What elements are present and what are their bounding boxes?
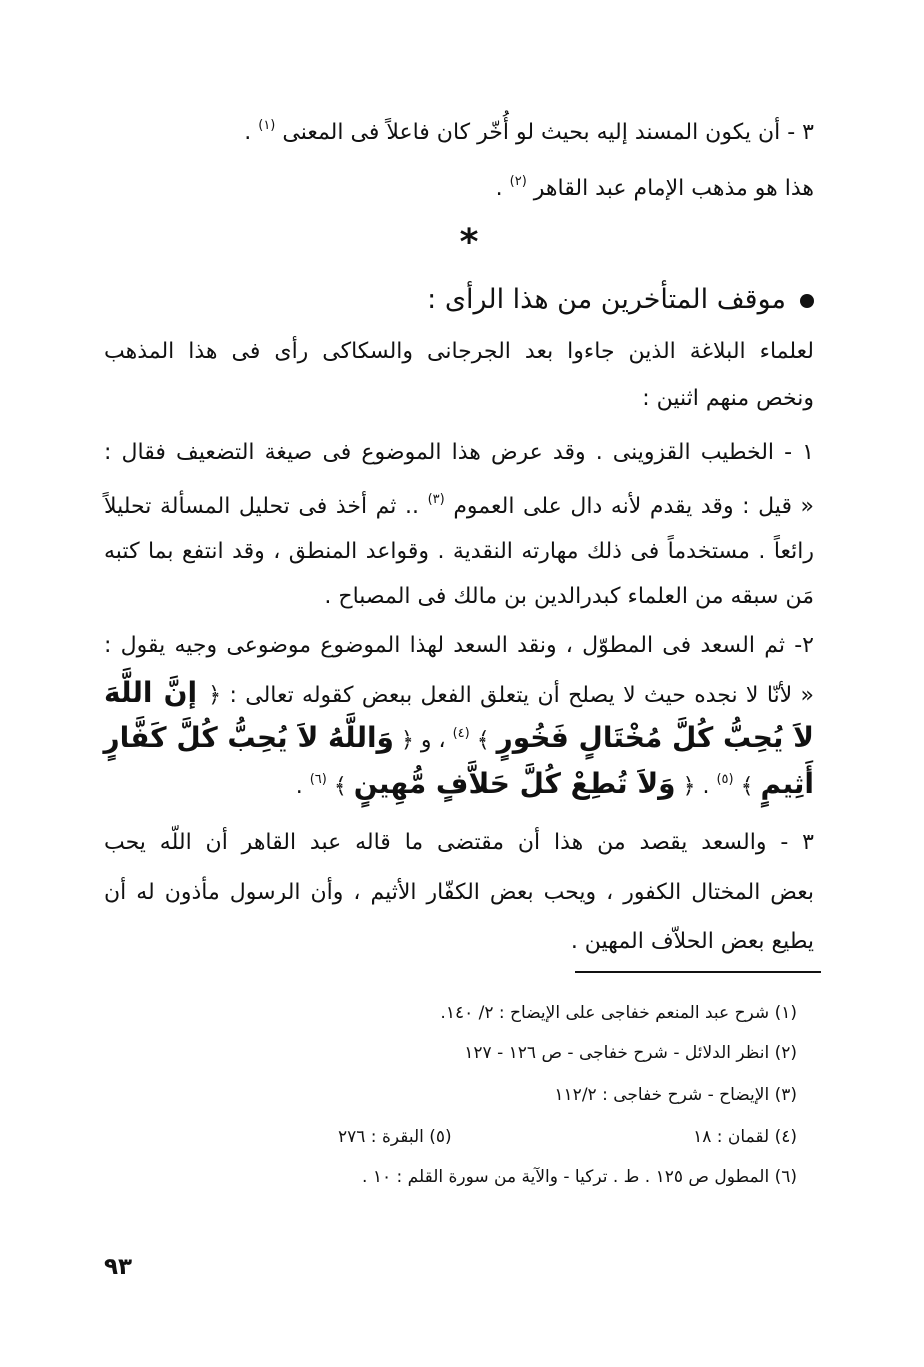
quran-verse: لاَ يُحِبُّ كُلَّ مُخْتَالٍ فَخُورٍ <box>496 721 814 754</box>
section-heading: موقف المتأخرين من هذا الرأى : <box>427 282 814 318</box>
paragraph-line: ١ - الخطيب القزوينى . وقد عرض هذا الموضوع فى صيغة التضعيف فقال : <box>104 440 814 465</box>
footnote-marker: (١) <box>258 118 276 133</box>
quran-verse: وَلاَ تُطِعْ كُلَّ حَلاَّفٍ مُّهِينٍ <box>353 767 676 800</box>
paragraph-line: « لأنّا لا نجده حيث لا يصلح أن يتعلق الفعل ببعض كقوله تعالى : ﴿ إنَّ اللَّهَ <box>104 676 815 709</box>
paragraph-line: هذا هو مذهب الإمام عبد القاهر $^{(٢)}$ . <box>495 174 814 201</box>
footnote: (٥) البقرة : ٢٧٦ <box>338 1127 452 1147</box>
footnote: (٦) المطول ص ١٢٥ . ط . تركيا - والآية من سورة القلم : ١٠ . <box>362 1167 797 1187</box>
footnote-marker: (٢) <box>509 174 527 189</box>
bullet-icon <box>800 294 814 308</box>
paragraph-line: رائعاً . مستخدماً فى ذلك مهارته النقدية . وقواعد المنطق ، وقد انتفع بما كتبه <box>104 539 814 564</box>
paragraph-line: ٣ - أن يكون المسند إليه بحيث لو أُخّر كان فاعلاً فى المعنى $^{(١)}$ . <box>244 118 814 145</box>
footnote: (٢) انظر الدلائل - شرح خفاجى - ص ١٢٦ - ١٢٧ <box>464 1043 797 1063</box>
paragraph-line: ونخص منهم اثنين : <box>642 386 814 411</box>
footnote-marker: (٣) <box>427 492 445 507</box>
paragraph-line: « قيل : وقد يقدم لأنه دال على العموم $^{(٣)}$ .. ثم أخذ فى تحليل المسألة تحليلاً <box>104 492 814 519</box>
paragraph-line: لاَ يُحِبُّ كُلَّ مُخْتَالٍ فَخُورٍ ﴾ $^{(٤)}$ ، و ﴿ وَاللَّهُ لاَ يُحِبُّ كُلَّ كَفَّارٍ <box>103 721 814 754</box>
footnote: (١) شرح عبد المنعم خفاجى على الإيضاح : ٢/ ١٤٠. <box>440 1003 797 1023</box>
paragraph-line: لعلماء البلاغة الذين جاءوا بعد الجرجانى والسكاكى رأى فى هذا المذهب <box>104 339 814 364</box>
paragraph-line: بعض المختال الكفور ، ويحب بعض الكفّار الأثيم ، وأن الرسول مأذون له أن <box>104 880 814 905</box>
footnote-marker: (٤) <box>452 726 470 741</box>
paragraph-line: أَثِيمٍ ﴾ $^{(٥)}$ . ﴿ وَلاَ تُطِعْ كُلَّ حَلاَّفٍ مُّهِينٍ ﴾ $^{(٦)}$ . <box>295 767 814 800</box>
footnote-divider <box>575 971 821 973</box>
paragraph-line: ٣ - والسعد يقصد من هذا أن مقتضى ما قاله عبد القاهر أن اللّه يحب <box>104 830 814 855</box>
footnote-marker: (٥) <box>716 772 734 787</box>
quran-verse: وَاللَّهُ لاَ يُحِبُّ كُلَّ كَفَّارٍ <box>103 721 394 754</box>
paragraph-line: يطيع بعض الحلاّف المهين . <box>570 929 814 954</box>
footnote: (٤) لقمان : ١٨ <box>693 1127 797 1147</box>
paragraph-line: ٢- ثم السعد فى المطوّل ، ونقد السعد لهذا الموضوع موضوعى وجيه يقول : <box>104 633 814 658</box>
page-number: ٩٣ <box>104 1254 133 1280</box>
section-separator: * <box>459 222 479 263</box>
footnote: (٣) الإيضاح - شرح خفاجى : ١١٢/٢ <box>554 1085 797 1105</box>
footnote-marker: (٦) <box>309 772 327 787</box>
paragraph-line: مَن سبقه من العلماء كبدرالدين بن مالك فى المصباح . <box>324 584 814 609</box>
quran-verse: إنَّ اللَّهَ <box>104 676 209 709</box>
quran-verse: أَثِيمٍ <box>760 767 814 800</box>
